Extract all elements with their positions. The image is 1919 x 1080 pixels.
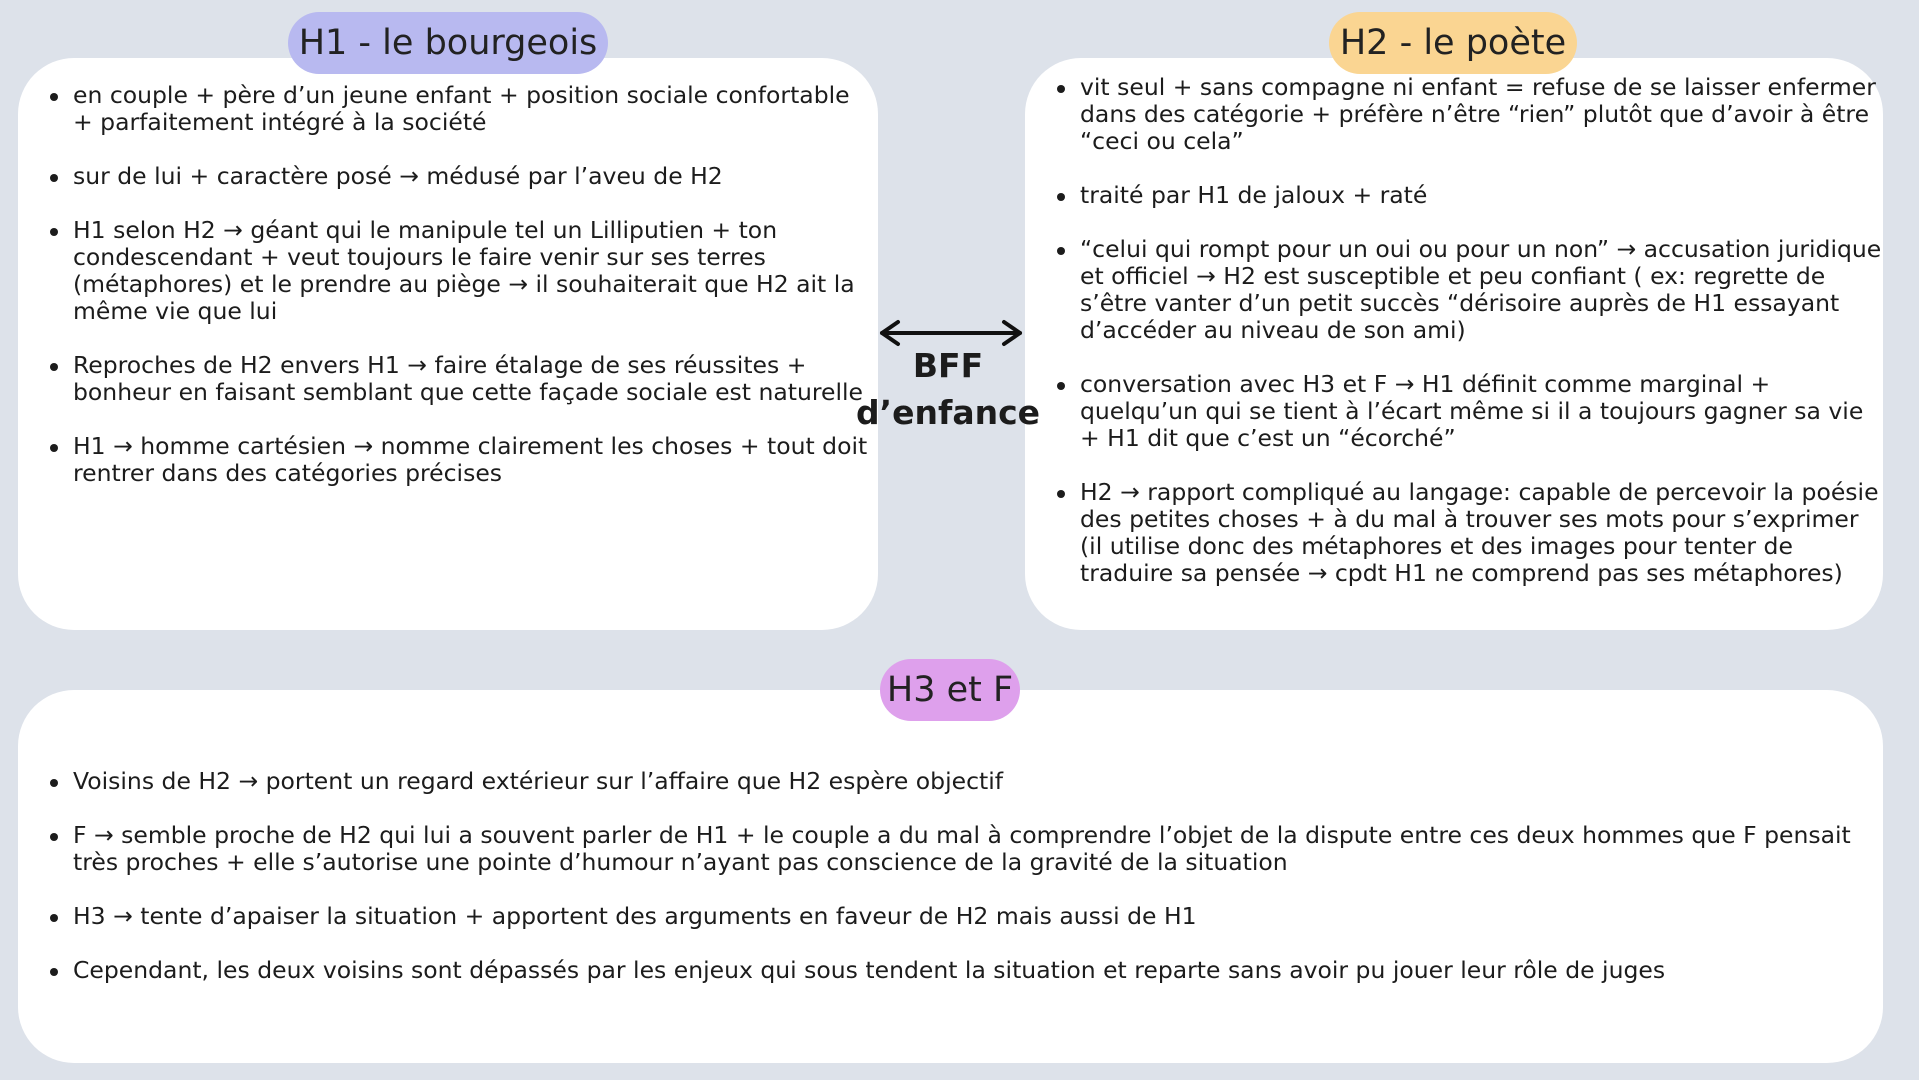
relation-label bbox=[848, 342, 1048, 436]
h2-title: H2 - le poète bbox=[1329, 12, 1577, 74]
list-item: H3 → tente d’apaiser la situation + apportent des arguments en faveur de H2 mais aussi de H1 bbox=[48, 903, 1868, 930]
list-item: H1 selon H2 → géant qui le manipule tel un Lilliputien + ton condescendant + veut toujours le faire venir sur ses terres (métaphores) et le prendre au piège → il souhaiterait que H2 ait la même vie que lui bbox=[48, 217, 868, 325]
relation-line-2: d’enfance bbox=[855, 393, 1041, 432]
h3-title: H3 et F bbox=[880, 659, 1020, 721]
list-item: Voisins de H2 → portent un regard extérieur sur l’affaire que H2 espère objectif bbox=[48, 768, 1868, 795]
list-item: sur de lui + caractère posé → médusé par l’aveu de H2 bbox=[48, 163, 868, 190]
h2-list bbox=[1055, 74, 1885, 614]
h1-list bbox=[48, 82, 868, 514]
list-item: vit seul + sans compagne ni enfant = refuse de se laisser enfermer dans des catégorie + préfère n’être “rien” plutôt que d’avoir à être “ceci ou cela” bbox=[1055, 74, 1885, 155]
list-item: H2 → rapport compliqué au langage: capable de percevoir la poésie des petites choses + à du mal à trouver ses mots pour s’exprimer (il utilise donc des métaphores et des images pour tenter de traduire sa pensée → cpdt H1 ne comprend pas ses métaphores) bbox=[1055, 479, 1885, 587]
relation-line-1: BFF bbox=[912, 346, 984, 385]
list-item: F → semble proche de H2 qui lui a souvent parler de H1 + le couple a du mal à comprendre l’objet de la dispute entre ces deux hommes que F pensait très proches + elle s’autorise une pointe d’humour n’ayant pas conscience de la gravité de la situation bbox=[48, 822, 1868, 876]
h1-title: H1 - le bourgeois bbox=[288, 12, 608, 74]
list-item: Reproches de H2 envers H1 → faire étalage de ses réussites + bonheur en faisant semblant que cette façade sociale est naturelle bbox=[48, 352, 868, 406]
h3-list bbox=[48, 768, 1868, 1011]
list-item: “celui qui rompt pour un oui ou pour un non” → accusation juridique et officiel → H2 est susceptible et peu confiant ( ex: regrette de s’être vanter d’un petit succès “dérisoire auprès de H1 essayant d’accéder au niveau de son ami) bbox=[1055, 236, 1885, 344]
list-item: en couple + père d’un jeune enfant + position sociale confortable + parfaitement intégré à la société bbox=[48, 82, 868, 136]
list-item: H1 → homme cartésien → nomme clairement les choses + tout doit rentrer dans des catégories précises bbox=[48, 433, 868, 487]
list-item: conversation avec H3 et F → H1 définit comme marginal + quelqu’un qui se tient à l’écart même si il a toujours gagner sa vie + H1 dit que c’est un “écorché” bbox=[1055, 371, 1885, 452]
list-item: Cependant, les deux voisins sont dépassés par les enjeux qui sous tendent la situation et reparte sans avoir pu jouer leur rôle de juges bbox=[48, 957, 1868, 984]
list-item: traité par H1 de jaloux + raté bbox=[1055, 182, 1885, 209]
